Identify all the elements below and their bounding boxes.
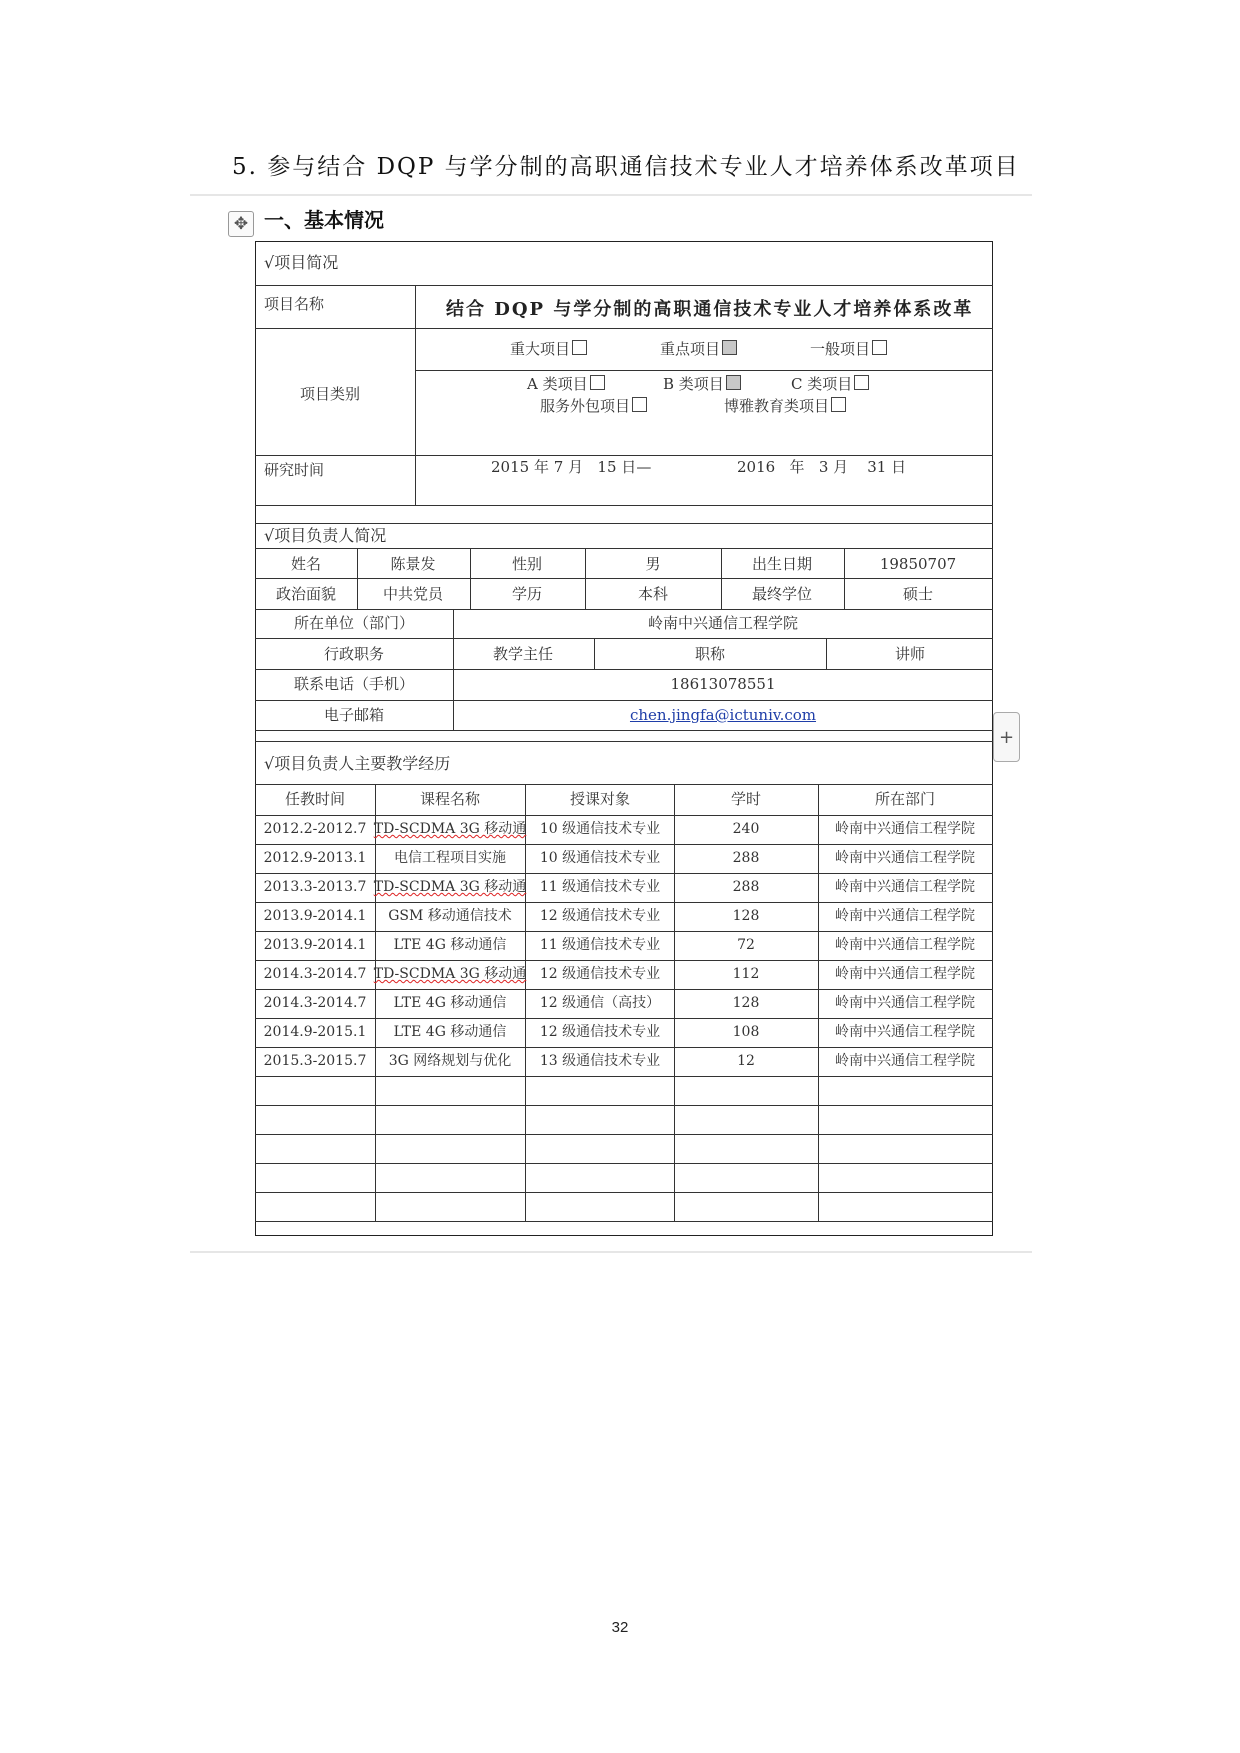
level-major: 重大项目 [510, 340, 587, 357]
teaching-section-label: √项目负责人主要教学经历 [264, 754, 451, 773]
row-divider [255, 730, 993, 731]
name-value: 陈景发 [390, 555, 436, 573]
cell-hours: 288 [732, 850, 760, 866]
cell-teaching-period: 2013.3-2013.7 [263, 879, 367, 895]
cell-department: 岭南中兴通信工程学院 [835, 937, 975, 953]
row-divider [255, 902, 993, 903]
cell-course-name: 电信工程项目实施 [394, 850, 506, 866]
row-divider [255, 815, 993, 816]
cell-department: 岭南中兴通信工程学院 [835, 879, 975, 895]
header-hours: 学时 [730, 790, 762, 808]
column-divider [594, 638, 595, 669]
column-divider [674, 784, 675, 1221]
title-label: 职称 [694, 645, 726, 663]
education-label: 学历 [511, 585, 543, 603]
row-divider [255, 523, 993, 524]
row-divider [255, 505, 993, 506]
research-period-label: 研究时间 [264, 461, 325, 479]
column-divider [415, 285, 416, 505]
project-name-label: 项目名称 [264, 295, 325, 313]
cell-department: 岭南中兴通信工程学院 [835, 1053, 975, 1069]
row-divider [255, 1105, 993, 1106]
checkbox-key[interactable] [722, 340, 737, 355]
cell-course-name: LTE 4G 移动通信 [393, 995, 507, 1011]
type-outsourcing: 服务外包项目 [540, 397, 647, 414]
row-divider [255, 328, 993, 329]
project-overview-label: √项目简况 [264, 253, 339, 272]
page-number: 32 [611, 1619, 629, 1636]
research-end-date: 2016 年 3 月 31 日 [737, 458, 907, 476]
cell-teaching-period: 2014.3-2014.7 [263, 995, 367, 1011]
cell-hours: 240 [732, 821, 760, 837]
checkbox-major[interactable] [572, 340, 587, 355]
cell-teaching-period: 2012.2-2012.7 [263, 821, 367, 837]
column-divider [357, 548, 358, 609]
level-general: 一般项目 [810, 340, 887, 357]
row-divider [255, 638, 993, 639]
gender-value: 男 [645, 555, 661, 573]
cell-course-name: TD-SCDMA 3G 移动通 [373, 821, 527, 837]
header-department: 所在部门 [874, 790, 936, 808]
cell-audience: 12 级通信（高技） [539, 995, 661, 1011]
cell-hours: 128 [732, 908, 760, 924]
cell-department: 岭南中兴通信工程学院 [835, 1024, 975, 1040]
cell-teaching-period: 2013.9-2014.1 [263, 908, 367, 924]
education-value: 本科 [637, 585, 669, 603]
cell-teaching-period: 2015.3-2015.7 [263, 1053, 367, 1069]
checkbox-class-a[interactable] [590, 375, 605, 390]
position-value: 教学主任 [492, 645, 554, 663]
cell-audience: 13 级通信技术专业 [539, 1053, 661, 1069]
header-audience: 授课对象 [569, 790, 631, 808]
column-divider [470, 548, 471, 609]
column-divider [585, 548, 586, 609]
section-title: 一、基本情况 [264, 208, 384, 232]
class-b: B 类项目 [663, 375, 741, 392]
row-divider [255, 1076, 993, 1077]
column-divider [375, 784, 376, 1221]
row-divider [255, 1192, 993, 1193]
cell-audience: 12 级通信技术专业 [539, 1024, 661, 1040]
cell-teaching-period: 2013.9-2014.1 [263, 937, 367, 953]
document-heading: 5. 参与结合 DQP 与学分制的高职通信技术专业人才培养体系改革项目 [232, 154, 1020, 180]
class-a: A 类项目 [527, 375, 605, 392]
unit-label: 所在单位（部门） [293, 614, 415, 632]
cell-hours: 108 [732, 1024, 760, 1040]
row-divider [415, 370, 993, 371]
cell-course-name: TD-SCDMA 3G 移动通 [373, 879, 527, 895]
name-label: 姓名 [290, 555, 322, 573]
cell-hours: 72 [737, 937, 755, 953]
cell-teaching-period: 2012.9-2013.1 [263, 850, 367, 866]
cell-hours: 128 [732, 995, 760, 1011]
email-link[interactable]: chen.jingfa@ictuniv.com [629, 706, 817, 724]
column-divider [721, 548, 722, 609]
column-divider [818, 784, 819, 1221]
position-label: 行政职务 [323, 645, 385, 663]
row-divider [255, 931, 993, 932]
cell-department: 岭南中兴通信工程学院 [835, 908, 975, 924]
row-divider [255, 784, 993, 785]
political-value: 中共党员 [382, 585, 444, 603]
cell-audience: 12 级通信技术专业 [539, 966, 661, 982]
project-category-label: 项目类别 [300, 385, 361, 403]
cell-department: 岭南中兴通信工程学院 [835, 850, 975, 866]
row-divider [255, 578, 993, 579]
project-name-value: 结合 DQP 与学分制的高职通信技术专业人才培养体系改革 [446, 299, 974, 320]
unit-value: 岭南中兴通信工程学院 [647, 614, 799, 632]
cell-department: 岭南中兴通信工程学院 [835, 966, 975, 982]
row-divider [255, 609, 993, 610]
row-divider [255, 844, 993, 845]
birth-value: 19850707 [879, 555, 957, 573]
political-label: 政治面貌 [275, 585, 337, 603]
gender-label: 性别 [511, 555, 543, 573]
checkbox-class-c[interactable] [854, 375, 869, 390]
cell-audience: 11 级通信技术专业 [539, 937, 661, 953]
cell-course-name: LTE 4G 移动通信 [393, 937, 507, 953]
email-label: 电子邮箱 [323, 706, 385, 724]
row-divider [255, 1221, 993, 1222]
row-divider [255, 1134, 993, 1135]
column-divider [525, 784, 526, 1221]
cell-audience: 12 级通信技术专业 [539, 908, 661, 924]
column-divider [826, 638, 827, 669]
add-row-button[interactable]: + [993, 712, 1020, 762]
cell-teaching-period: 2014.9-2015.1 [263, 1024, 367, 1040]
header-teaching-period: 任教时间 [284, 790, 346, 808]
phone-value: 18613078551 [670, 675, 776, 693]
checkbox-liberal-arts[interactable] [831, 397, 846, 412]
row-divider [255, 1018, 993, 1019]
cell-audience: 11 级通信技术专业 [539, 879, 661, 895]
row-divider [255, 873, 993, 874]
table-move-handle-icon[interactable]: ✥ [228, 211, 254, 237]
row-divider [255, 1047, 993, 1048]
row-divider [255, 989, 993, 990]
column-divider [453, 609, 454, 730]
cell-course-name: TD-SCDMA 3G 移动通 [373, 966, 527, 982]
top-separator [190, 194, 1032, 196]
row-divider [255, 455, 993, 456]
row-divider [255, 741, 993, 742]
row-divider [255, 548, 993, 549]
cell-course-name: LTE 4G 移动通信 [393, 1024, 507, 1040]
cell-hours: 12 [737, 1053, 755, 1069]
cell-course-name: 3G 网络规划与优化 [388, 1053, 512, 1069]
cell-audience: 10 级通信技术专业 [539, 821, 661, 837]
degree-label: 最终学位 [751, 585, 813, 603]
cell-audience: 10 级通信技术专业 [539, 850, 661, 866]
degree-value: 硕士 [902, 585, 934, 603]
row-divider [255, 285, 993, 286]
title-value: 讲师 [894, 645, 926, 663]
checkbox-general[interactable] [872, 340, 887, 355]
header-course-name: 课程名称 [419, 790, 481, 808]
checkbox-outsourcing[interactable] [632, 397, 647, 412]
birth-label: 出生日期 [751, 555, 813, 573]
row-divider [255, 700, 993, 701]
phone-label: 联系电话（手机） [293, 675, 415, 693]
leader-section-label: √项目负责人简况 [264, 526, 387, 545]
cell-course-name: GSM 移动通信技术 [388, 908, 512, 924]
row-divider [255, 669, 993, 670]
row-divider [255, 1163, 993, 1164]
research-start-date: 2015 年 7 月 15 日— [491, 458, 652, 476]
cell-hours: 112 [732, 966, 760, 982]
level-key: 重点项目 [660, 340, 737, 357]
class-c: C 类项目 [791, 375, 869, 392]
cell-department: 岭南中兴通信工程学院 [835, 995, 975, 1011]
cell-hours: 288 [732, 879, 760, 895]
basic-info-table [255, 241, 993, 1236]
cell-department: 岭南中兴通信工程学院 [835, 821, 975, 837]
checkbox-class-b[interactable] [726, 375, 741, 390]
type-liberal-arts: 博雅教育类项目 [724, 397, 846, 414]
cell-teaching-period: 2014.3-2014.7 [263, 966, 367, 982]
bottom-separator [190, 1251, 1032, 1253]
row-divider [255, 960, 993, 961]
column-divider [844, 548, 845, 609]
